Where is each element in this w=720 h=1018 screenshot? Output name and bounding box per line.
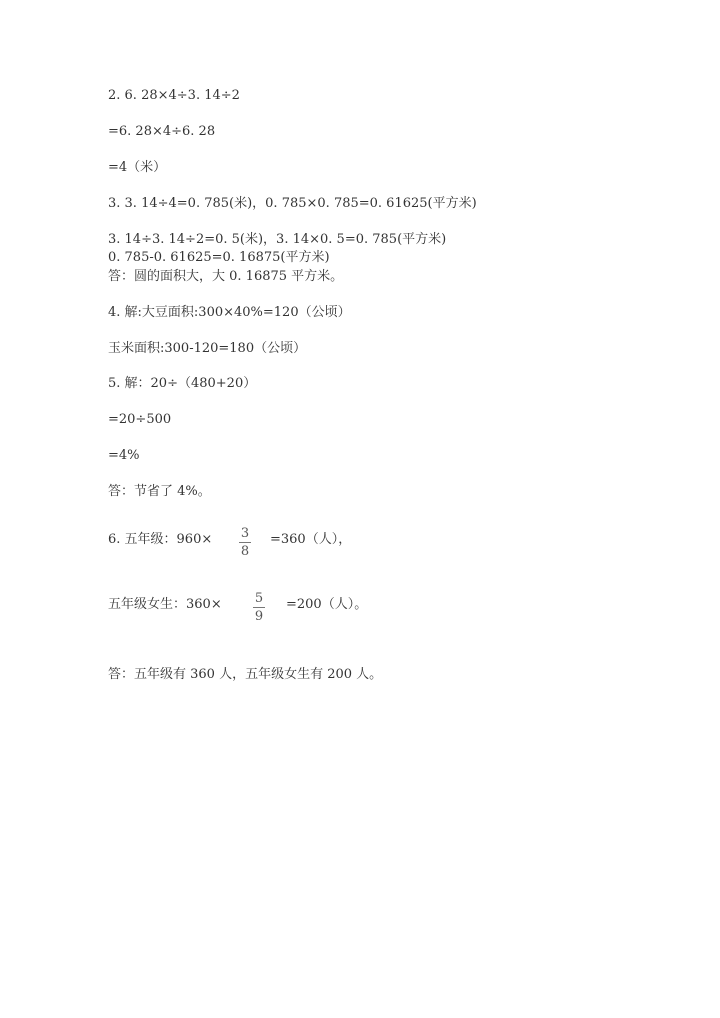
fraction-five-ninths	[252, 592, 266, 623]
step-6-line-2-left: 五年级女生：360×	[108, 597, 222, 612]
step-4-line-2: 玉米面积:300-120=180（公顷）	[108, 341, 307, 356]
step-3-line-2: 3. 14÷3. 14÷2=0. 5(米)，3. 14×0. 5=0. 785(平方米)	[108, 232, 447, 247]
fraction-bar	[253, 607, 265, 608]
step-5-answer: 答：节省了 4%。	[108, 484, 211, 499]
step-3-line-1: 3. 3. 14÷4=0. 785(米)，0. 785×0. 785=0. 61625(平方米)	[108, 196, 477, 211]
step-2-line-2: =6. 28×4÷6. 28	[108, 124, 216, 139]
step-6-line-1-left: 6. 五年级：960×	[108, 532, 213, 547]
step-6-line-1-right: =360（人），	[270, 532, 352, 547]
step-2-line-3: =4（米）	[108, 160, 167, 175]
fraction-numerator: 3	[240, 526, 250, 541]
step-5-line-3: =4%	[108, 448, 140, 463]
fraction-denominator: 8	[240, 544, 250, 559]
step-5-line-1: 5. 解：20÷（480+20）	[108, 376, 257, 391]
fraction-numerator: 5	[254, 591, 264, 606]
fraction-bar	[239, 542, 251, 543]
step-6-answer: 答：五年级有 360 人，五年级女生有 200 人。	[108, 667, 383, 682]
step-2-line-1: 2. 6. 28×4÷3. 14÷2	[108, 88, 240, 103]
step-4-line-1: 4. 解:大豆面积:300×40%=120（公顷）	[108, 305, 351, 320]
fraction-denominator: 9	[254, 609, 264, 624]
step-5-line-2: =20÷500	[108, 412, 172, 427]
step-3-answer: 答：圆的面积大，大 0. 16875 平方米。	[108, 269, 344, 284]
fraction-three-eighths	[238, 527, 252, 558]
step-3-line-3: 0. 785-0. 61625=0. 16875(平方米)	[108, 250, 330, 265]
step-6-line-2-right: =200（人）。	[286, 597, 368, 612]
